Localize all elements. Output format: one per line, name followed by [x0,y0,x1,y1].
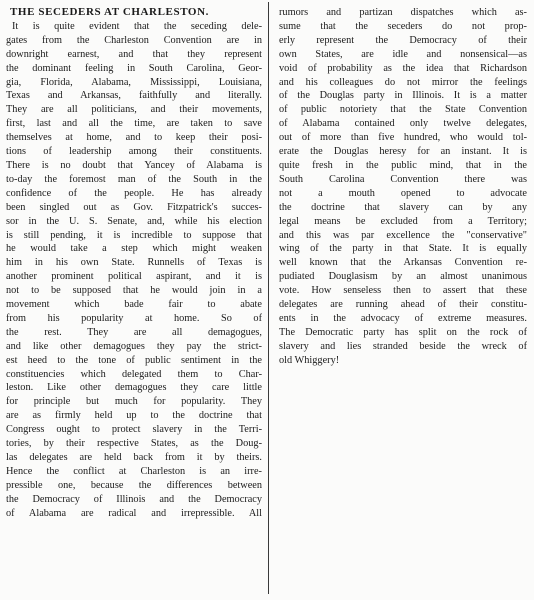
text-line: movement which bade fair to abate [6,299,262,311]
text-line: It is quite evident that the seceding dele- [12,20,262,32]
text-line: Texas and Arkansas, faithfully and literally. [6,90,262,102]
text-line: for principle but much for popularity. They [6,396,262,408]
text-line: first, last and all the time, are taken to save [6,118,262,130]
text-line: quite fresh in the public mind, that in the [279,159,527,171]
text-line: old Whiggery! [279,354,340,366]
text-line: legal means be excluded from a Territory; [279,215,527,227]
text-line: Hence the conflict at Charleston is an irre- [6,465,262,477]
text-line: void of probability as the idea that Richardson [279,62,527,74]
text-line: confidence of the people. He has already [6,187,262,199]
text-line: tories, by their respective States, as the Doug- [6,438,262,450]
text-line: another prominent political aspirant, and it is [6,271,262,283]
text-line: not to be supposed that he would join in a [6,285,262,297]
text-line: the rest. They are all demagogues, [6,326,262,338]
column-divider [268,2,269,594]
text-line: sor in the U. S. Senate, and, while his election [6,215,262,227]
text-line: wing of the party in that State. It is equally [279,243,527,255]
text-line: pudiated Douglasism by an almost unanimous [279,271,527,283]
text-line: themselves at home, and to keep their posi- [6,132,262,144]
text-line: the Democracy of Illinois and the Democracy [6,493,262,505]
text-line: been singled out as Gov. Fitzpatrick's succes- [6,201,262,213]
text-line: las delegates are held back from it by theirs. [6,452,262,463]
text-line: The Democratic party has split on the rock of [279,326,527,338]
text-line: him in his own State. Runnells of Texas is [6,257,262,269]
text-line: the dominant feeling in South Carolina, Geor- [6,62,262,74]
text-line: constituencies which delegated them to Char- [6,368,262,380]
text-line: There is no doubt that Yancey of Alabama is [6,159,262,171]
text-line: is still pending, it is incredible to suppose that [6,229,262,241]
text-line: and like other demagogues they pay the strict- [6,340,262,352]
text-line: rumors and partizan dispatches which as- [279,7,527,18]
text-line: to-day the foremost man of the South in the [6,173,262,185]
text-line: not a mouth opened to advocate [279,187,527,199]
text-line: They are all politicians, and their movements, [6,104,262,116]
text-line: slavery and lies stranded beside the wreck of [279,340,527,352]
article-title: THE SECEDERS AT CHARLESTON. [10,6,209,18]
text-line: well known that the Arkansas Convention re- [279,257,527,269]
text-line: erly represent the Democracy of their [279,34,527,46]
text-line: from his popularity at home. So of [6,312,262,324]
text-line: of Alabama contained only twelve delegates, [279,118,527,130]
text-line: ents in the advocacy of extreme measures. [279,312,527,324]
text-line: out of more than five hundred, who would tol- [279,132,527,144]
text-line: he would take a step which might weaken [6,243,262,255]
text-line: est heed to the tone of public sentiment in the [6,354,262,366]
right-column [279,6,527,368]
text-line: and this was par excellence the "conservative" [279,229,527,241]
text-line: gia, Florida, Alabama, Mississippi, Louisiana, [6,76,262,88]
text-line: and his colleagues do not mirror the feelings [279,76,527,88]
text-line: are as firmly held up to the doctrine that [6,410,262,422]
text-line: leston. Like other demagogues they care little [6,382,262,394]
text-line: vote. How senseless then to assert that these [279,285,527,297]
text-line: erate the Douglas heresy for an instant. It is [279,146,527,158]
left-column [6,6,262,521]
text-line: South Carolina Convention there was [279,173,527,185]
text-line: gates from the Charleston Convention are in [6,34,262,46]
text-line: pressible one, because the differences between [6,479,262,491]
text-line: downright earnest, and that they represent [6,48,262,60]
text-line: Congress ought to protect slavery in the Terri- [6,424,262,436]
text-line: of the Douglas party in Illinois. It is a matter [279,90,527,102]
text-line: tions of leadership among their constituents. [6,146,262,158]
text-line: of Alabama are radical and irrepressible. All [6,507,262,519]
text-line: the doctrine that slavery can by any [279,201,527,213]
text-line: own States, are idle and nonsensical—as [279,48,527,60]
text-line: delegates are running ahead of their constitu- [279,299,527,311]
text-line: sume that the seceders do not prop- [279,20,527,32]
text-line: of public notoriety that the State Convention [279,104,527,116]
